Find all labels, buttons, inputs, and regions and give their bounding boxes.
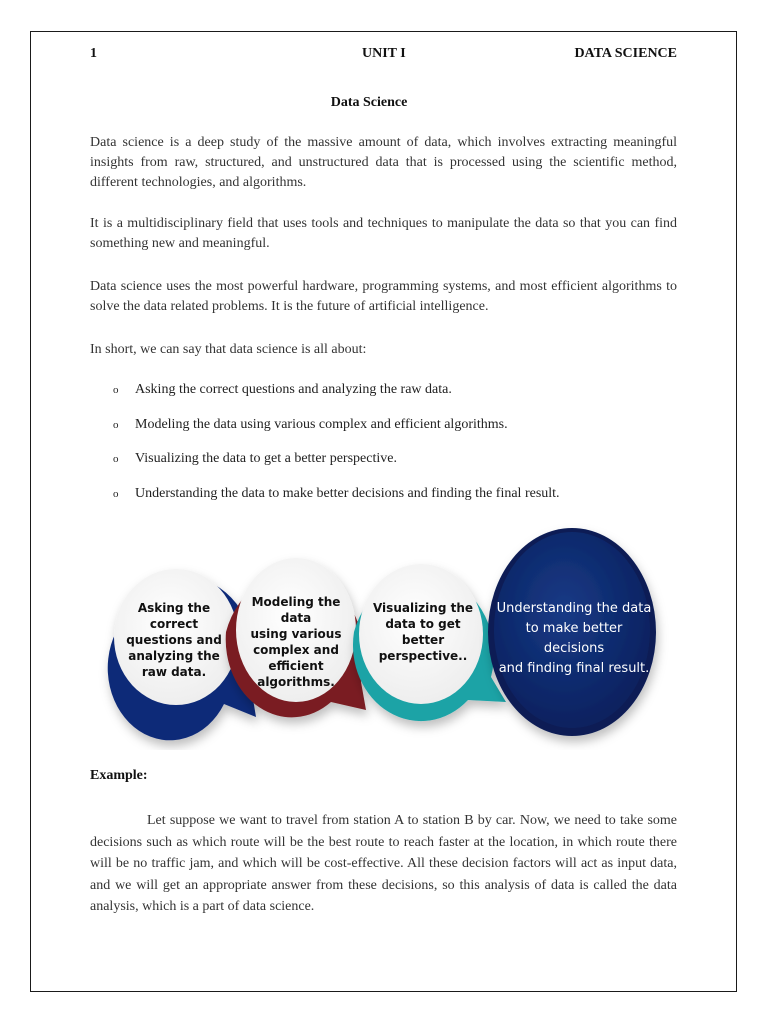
list-item-text: Understanding the data to make better decisions and finding the final result. [135, 485, 560, 501]
bubble-line: Visualizing the [372, 601, 474, 615]
paragraph-example: Let suppose we want to travel from station A to station B by car. Now, we need to take some decisions such as which route will be the best route to reach faster at the location, in which route there will be no traffic jam, and which will be cost-effective. All these decision factors will act as input data, and we will get an appropriate answer from these decisions, so this analysis of data is called the data analysis, which is a part of data science. [90, 813, 677, 914]
list-item-text: Modeling the data using various complex and efficient algorithms. [135, 416, 508, 432]
bubble-visualizing-text [368, 600, 478, 664]
bubble-line: algorithms. [257, 675, 335, 689]
example-heading: Example: [90, 768, 148, 783]
bubble-line: Asking the correct [137, 601, 211, 631]
bubble-line: Understanding the data [496, 601, 652, 616]
paragraph-in-short: In short, we can say that data science is all about: [90, 342, 367, 357]
list-item [90, 484, 690, 504]
subject-label: DATA SCIENCE [574, 46, 677, 61]
bullet-marker: o [113, 418, 119, 431]
bubble-line: and finding final result. [498, 661, 650, 676]
bubble-line: Modeling the data [251, 595, 341, 625]
bullet-list [90, 380, 690, 518]
list-item [90, 449, 690, 469]
bubble-line: to make better decisions [525, 621, 623, 656]
bullet-marker: o [113, 453, 119, 465]
bubble-line: efficient [268, 659, 324, 673]
list-item-text: Visualizing the data to get a better perspective. [135, 451, 397, 466]
bubble-asking-text [114, 600, 234, 680]
paragraph-intro: Data science is a deep study of the massive amount of data, which involves extracting meaningful insights from raw, structured, and unstructured data that is processed using the scientific method, different technologies, and algorithms. [90, 135, 677, 190]
data-science-steps-figure [96, 522, 672, 750]
bubble-line: complex and [253, 643, 339, 657]
bubble-modeling-text [240, 594, 352, 690]
bubble-line: questions and [126, 633, 222, 647]
bubble-line: raw data. [141, 665, 207, 679]
bullet-marker: o [113, 384, 119, 396]
unit-label: UNIT I [362, 46, 406, 61]
bubble-line: perspective.. [378, 649, 468, 663]
list-item [90, 380, 690, 400]
bubble-understanding-text [494, 599, 654, 679]
page-number: 1 [90, 46, 97, 61]
bullet-marker: o [113, 487, 119, 500]
paragraph-multidisciplinary: It is a multidisciplinary field that uses tools and techniques to manipulate the data so that you can find something new and meaningful. [90, 216, 677, 251]
list-item [90, 415, 690, 435]
page-title: Data Science [330, 95, 408, 110]
list-item-text: Asking the correct questions and analyzing the raw data. [135, 382, 452, 397]
bubble-line: using various [250, 627, 342, 641]
paragraph-hardware: Data science uses the most powerful hardware, programming systems, and most efficient algorithms to solve the data related problems. It is the future of artificial intelligence. [90, 279, 677, 314]
bubble-line: data to get better [385, 617, 461, 647]
bubble-line: analyzing the [128, 649, 220, 663]
